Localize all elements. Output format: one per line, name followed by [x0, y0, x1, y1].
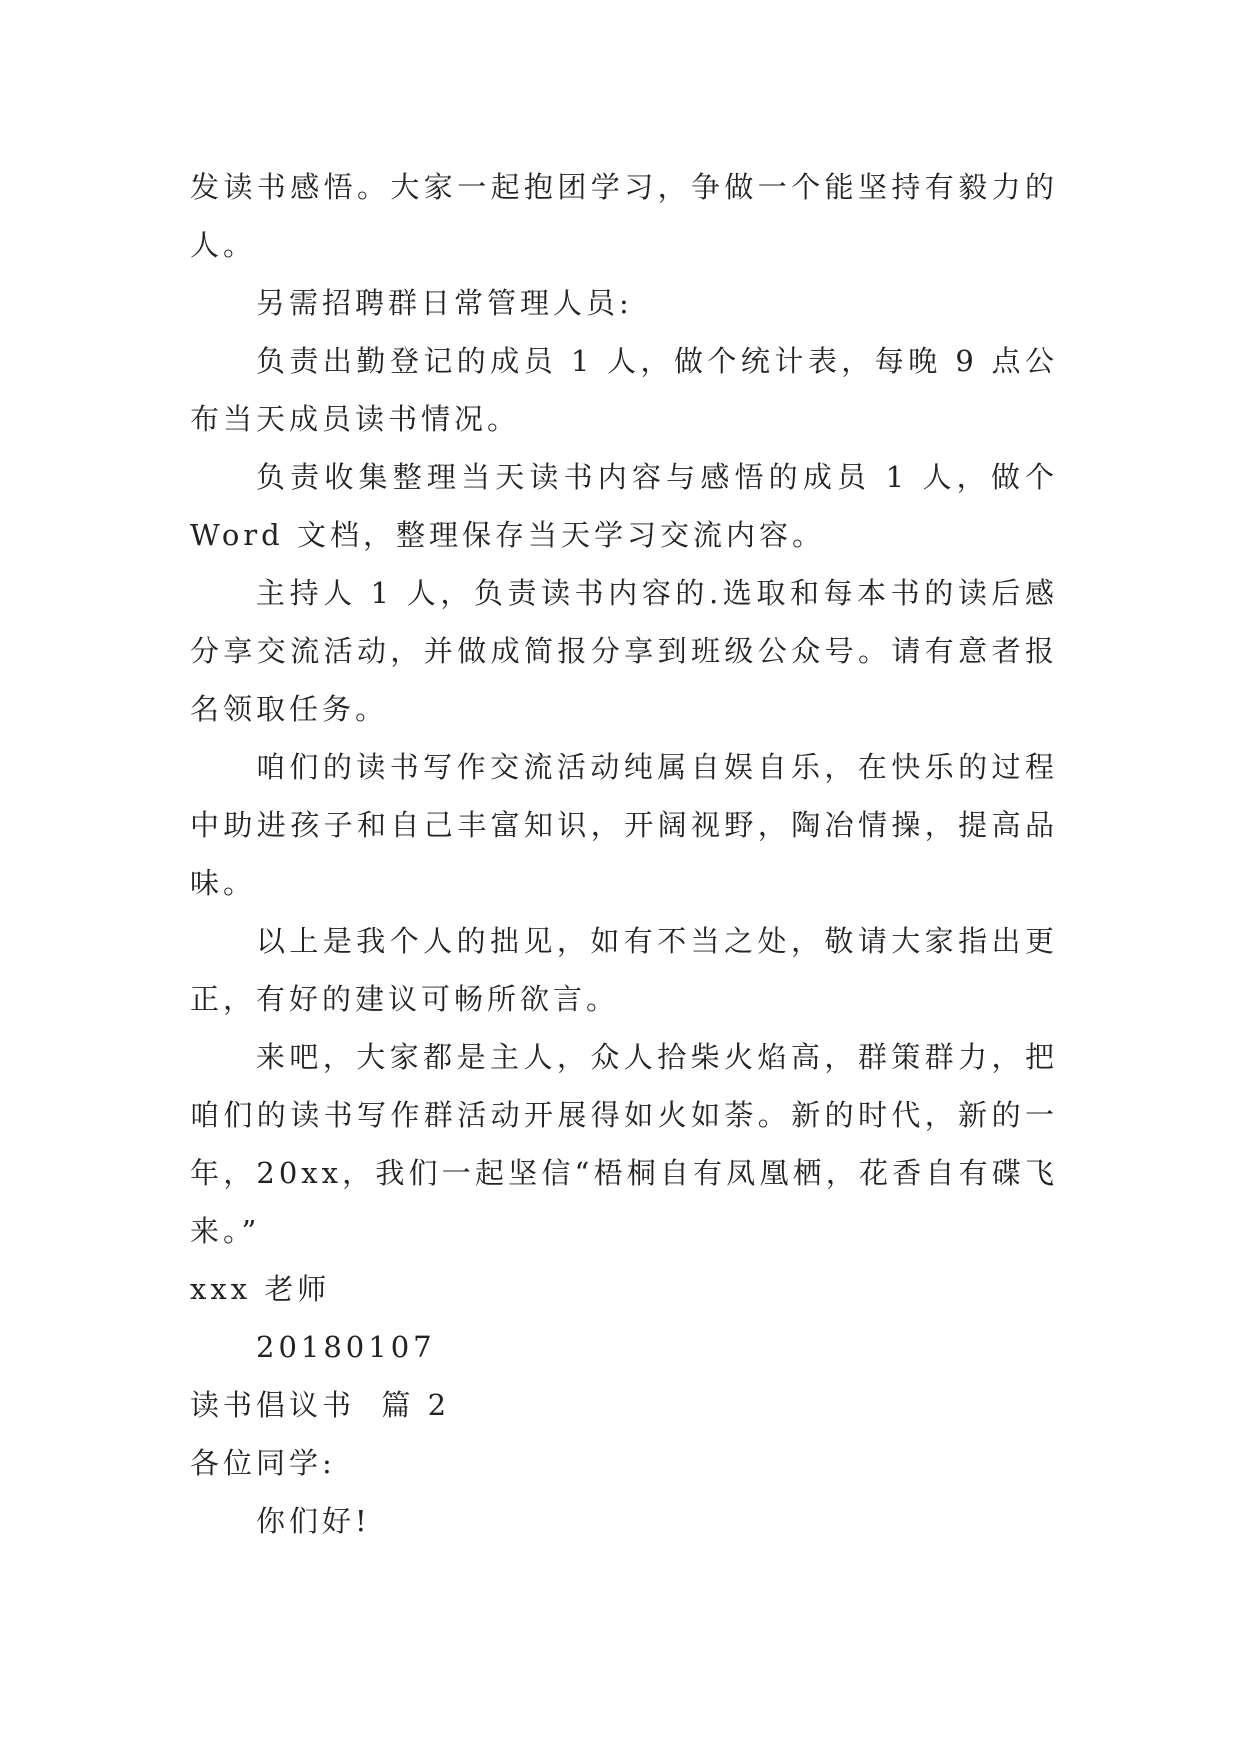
paragraph-recruit-admins: 另需招聘群日常管理人员:	[256, 286, 633, 320]
paragraph-activity-purpose: 咱们的读书写作交流活动纯属自娱自乐，在快乐的过程中助进孩子和自己丰富知识，开阔视野，陶冶情操，提高品味。	[190, 750, 1058, 900]
paragraph-host-role: 主持人 1 人，负责读书内容的.选取和每本书的读后感分享交流活动，并做成简报分享到班级公众号。请有意者报名领取任务。	[190, 576, 1058, 726]
paragraph-reading-insight: 发读书感悟。大家一起抱团学习，争做一个能坚持有毅力的人。	[190, 170, 1058, 262]
paragraph-attendance-role: 负责出勤登记的成员 1 人，做个统计表，每晚 9 点公布当天成员读书情况。	[190, 344, 1058, 436]
section-title: 读书倡议书 篇 2	[190, 1388, 451, 1422]
document-body	[190, 158, 1058, 1550]
signature-date: 20180107	[256, 1330, 436, 1364]
signature-teacher: xxx 老师	[190, 1272, 331, 1306]
paragraph-call-to-action: 来吧，大家都是主人，众人拾柴火焰高，群策群力，把咱们的读书写作群活动开展得如火如荼。新的时代，新的一年，20xx，我们一起坚信“梧桐自有凤凰栖，花香自有碟飞来。”	[190, 1040, 1058, 1248]
salutation: 各位同学:	[190, 1446, 336, 1480]
paragraph-opinion: 以上是我个人的拙见，如有不当之处，敬请大家指出更正，有好的建议可畅所欲言。	[190, 924, 1058, 1016]
greeting: 你们好!	[256, 1504, 371, 1538]
paragraph-collect-content-role: 负责收集整理当天读书内容与感悟的成员 1 人，做个 Word 文档，整理保存当天学习交流内容。	[190, 460, 1058, 552]
